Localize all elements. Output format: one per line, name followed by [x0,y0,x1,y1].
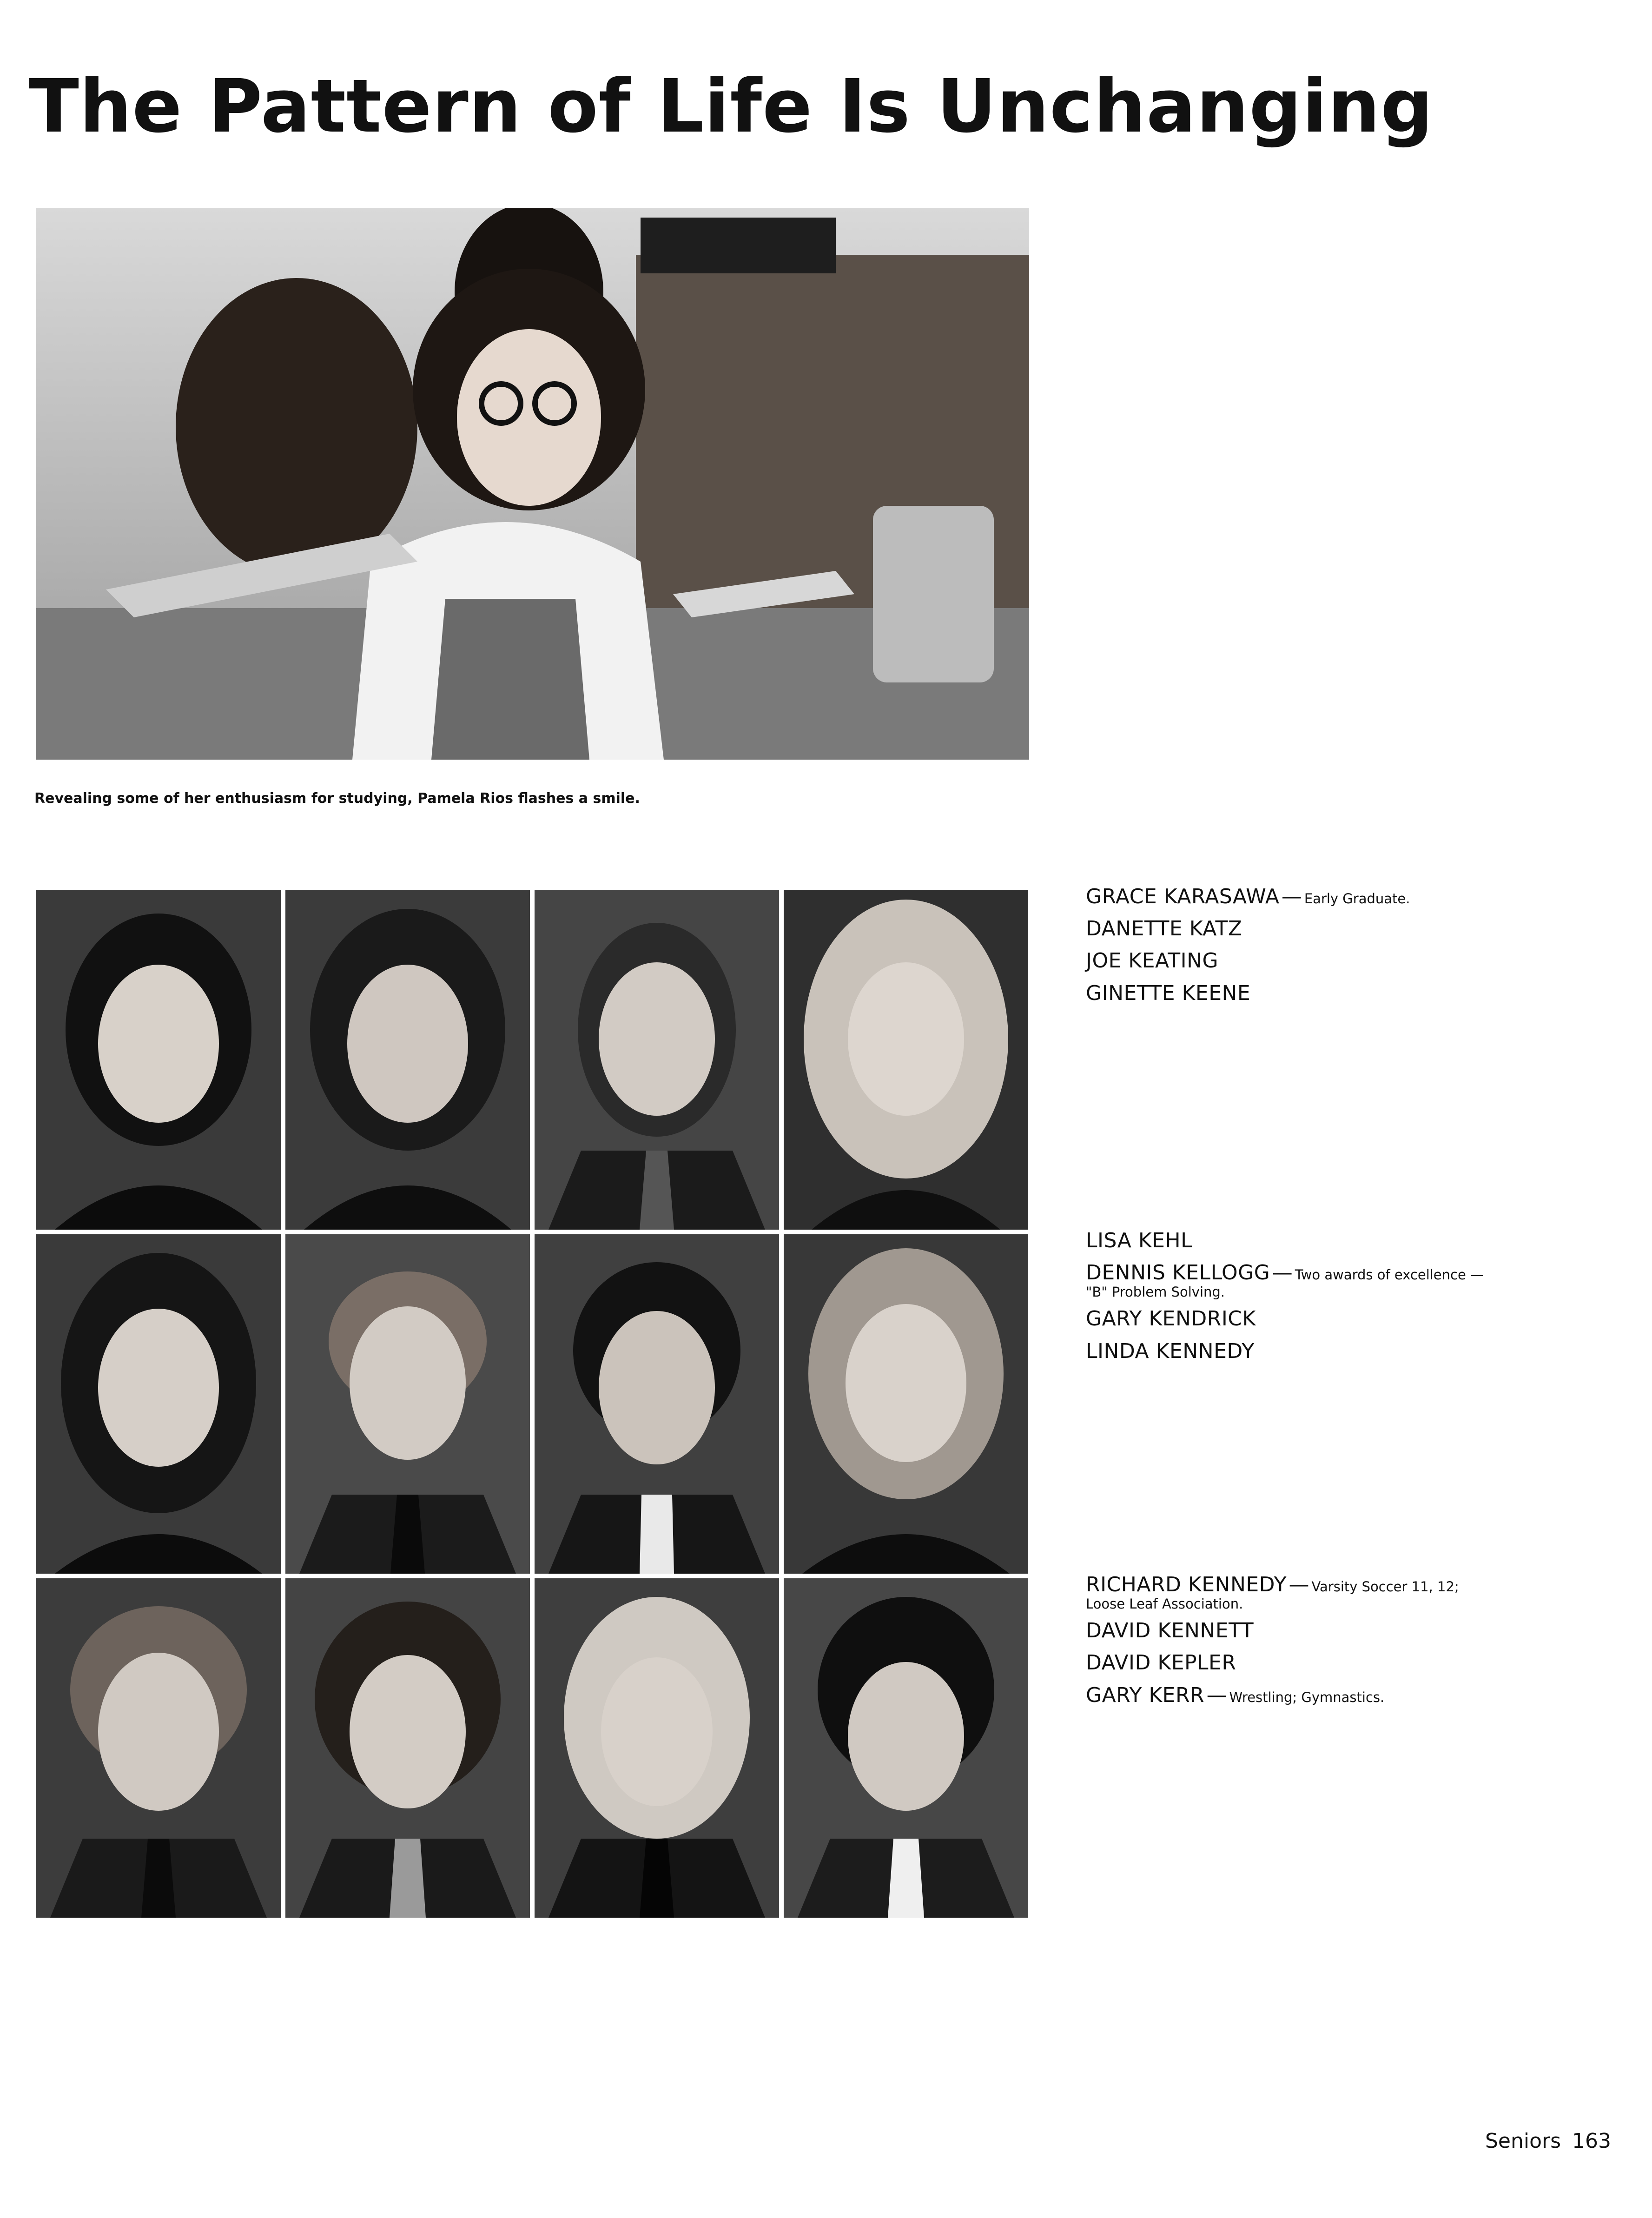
page-number: 163 [1572,2129,1611,2153]
portrait-photo [36,890,281,1230]
name-entry [1086,980,1597,1006]
portrait-photo [784,1578,1028,1918]
student-name: RICHARD KENNEDY [1086,1573,1287,1596]
photo-caption: Revealing some of her enthusiasm for studying, Pamela Rios flashes a smile. [34,790,640,807]
student-name: DENNIS KELLOGG [1086,1261,1270,1285]
classroom-photo [36,208,1029,760]
student-name: LISA KEHL [1086,1229,1193,1252]
activities: Early Graduate. [1304,891,1410,907]
name-entry [1086,1571,1597,1612]
student-name: DAVID KENNETT [1086,1619,1254,1643]
portrait-grid [36,890,1029,1918]
student-name: GRACE KARASAWA [1086,885,1280,908]
portrait-photo [535,1578,779,1918]
student-name: DAVID KEPLER [1086,1651,1236,1675]
name-entry [1086,915,1597,942]
section-label: Seniors [1485,2129,1561,2153]
activities: Wrestling; Gymnastics. [1229,1689,1385,1705]
portrait-photo [36,1234,281,1574]
dash: — [1272,1261,1293,1285]
student-name: DANETTE KATZ [1086,917,1242,941]
dash: — [1289,1573,1309,1596]
activities-continued: "B" Problem Solving. [1086,1284,1225,1300]
name-entry [1086,1338,1597,1364]
dash: — [1281,885,1302,908]
portrait-photo [36,1578,281,1918]
activities-continued: Loose Leaf Association. [1086,1596,1243,1612]
name-entry [1086,1649,1597,1676]
student-name: LINDA KENNEDY [1086,1339,1255,1363]
student-name: GINETTE KEENE [1086,981,1251,1005]
dash: — [1206,1683,1228,1707]
name-entry [1086,1682,1597,1708]
name-entry [1086,947,1597,974]
student-name: GARY KENDRICK [1086,1307,1256,1331]
portrait-photo [285,1234,530,1574]
portrait-photo [784,1234,1028,1574]
name-list [1086,883,1597,1012]
name-entry [1086,1617,1597,1644]
name-entry [1086,1305,1597,1332]
name-entry [1086,1227,1597,1254]
name-entry [1086,1259,1597,1300]
student-name: GARY KERR [1086,1683,1205,1707]
name-entry [1086,883,1597,910]
portrait-photo [535,890,779,1230]
activities: Varsity Soccer 11, 12; [1311,1579,1459,1595]
activities: Two awards of excellence — [1295,1267,1484,1283]
page-footer [1485,2129,1611,2153]
name-list [1086,1571,1597,1714]
name-list [1086,1227,1597,1370]
page-title: The Pattern of Life Is Unchanging [29,64,1434,149]
portrait-photo [285,890,530,1230]
portrait-photo [285,1578,530,1918]
student-name: JOE KEATING [1086,949,1219,973]
portrait-photo [535,1234,779,1574]
portrait-photo [784,890,1028,1230]
